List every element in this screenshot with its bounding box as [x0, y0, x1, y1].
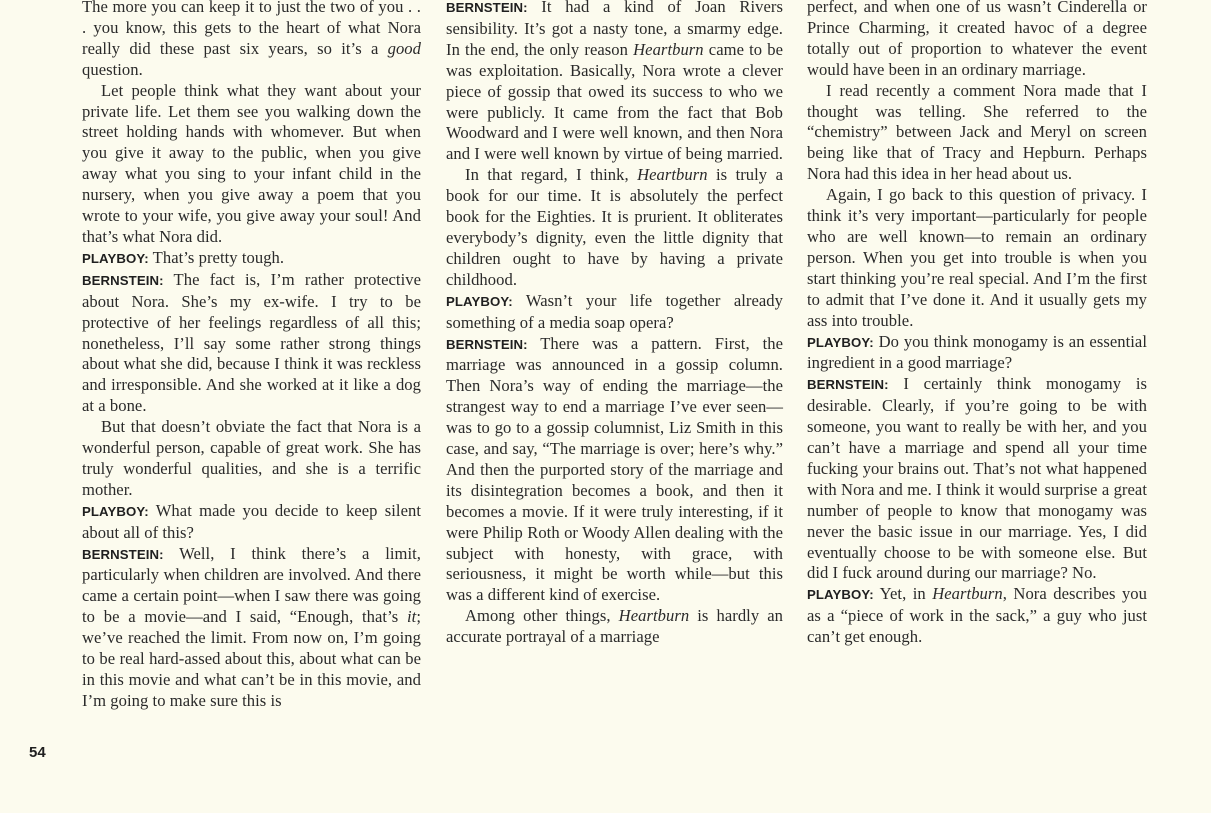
- paragraph-text: Wasn’t your life together already something of a media soap opera?: [446, 290, 783, 332]
- speaker-paragraph: [446, 0, 783, 165]
- italic-title: it: [407, 607, 417, 627]
- italic-title: Heartburn: [932, 584, 1003, 604]
- body-paragraph: [82, 0, 421, 81]
- speaker-paragraph: [807, 332, 1147, 375]
- paragraph-text: That’s pretty tough.: [152, 247, 285, 267]
- paragraph-text: , Nora describes you as a “piece of work in the sack,” a guy who just can’t get enough.: [807, 584, 1147, 647]
- paragraph-text: I certainly think monogamy is desirable. Clearly, if you’re going to be with someone, you want to really be with her, and you can’t have a marriage and spend all your time fucking your brains out. That’s not what happened with Nora and me. I think it would surprise a great number of people to know that monogamy was never the basic issue in our marriage. Yes, I did eventually choose to be with someone else. But did I fuck around during our marriage? No.: [807, 374, 1147, 583]
- speaker-label: PLAYBOY:: [807, 587, 874, 603]
- paragraph-text: ; we’ve reached the limit. From now on, I’m going to be real hard-assed about this, about what can be in this movie and what can’t be in this movie, and I’m going to make sure this is: [82, 607, 421, 710]
- text-column-1: [82, 0, 421, 712]
- paragraph-text: Among other things,: [465, 606, 619, 626]
- paragraph-text: Yet, in: [879, 584, 933, 604]
- paragraph-text: Let people think what they want about your private life. Let them see you walking down the street holding hands with whomever. But when you give it away to the public, when you give away what you sing to your infant child in the nursery, when you give away a poem that you wrote to your wife, you give away your soul! And that’s what Nora did.: [82, 80, 421, 246]
- italic-title: Heartburn: [637, 165, 708, 185]
- speaker-label: PLAYBOY:: [82, 503, 149, 519]
- paragraph-text: There was a pattern. First, the marriage was announced in a gossip column. Then Nora’s way of ending the marriage—the strangest way to end a marriage I’ve ever seen—was to go to a gossip columnist, Liz Smith in this case, and say, “The marriage is over; here’s why.” And then the purported story of the marriage and its disintegration becomes a book, and then it becomes a movie. If it were truly interesting, if it were Philip Roth or Woody Allen dealing with the subject with honesty, with grace, with seriousness, it might be worth while—but this was a different kind of exercise.: [446, 333, 783, 605]
- text-column-3: [807, 0, 1147, 648]
- speaker-paragraph: [807, 584, 1147, 648]
- speaker-label: PLAYBOY:: [82, 250, 149, 266]
- paragraph-text: I read recently a comment Nora made that I thought was telling. She referred to the “chemistry” between Jack and Meryl on screen being like that of Tracy and Hepburn. Perhaps Nora had this idea in her head about us.: [807, 80, 1147, 184]
- paragraph-text: is hardly an accurate portrayal of a marriage: [446, 606, 783, 647]
- speaker-label: BERNSTEIN:: [446, 0, 528, 15]
- speaker-label: BERNSTEIN:: [82, 546, 164, 562]
- speaker-paragraph: [82, 544, 421, 712]
- page-number: 54: [29, 744, 46, 761]
- italic-title: Heartburn: [618, 606, 690, 626]
- paragraph-text: The fact is, I’m rather protective about Nora. She’s my ex-wife. I try to be protective of her feelings regardless of all this; nonetheless, I’ll say some rather strong things about what she did, because I think it was reckless and irresponsible. And she worked at it like a dog at a bone.: [82, 269, 421, 416]
- speaker-paragraph: [82, 270, 421, 417]
- body-paragraph: [446, 165, 783, 290]
- body-paragraph: [446, 606, 783, 648]
- speaker-label: PLAYBOY:: [446, 293, 513, 309]
- italic-title: Heartburn: [633, 39, 704, 59]
- paragraph-text: The more you can keep it to just the two of you . . . you know, this gets to the heart of what Nora really did these past six years, so it’s a: [82, 0, 421, 58]
- speaker-paragraph: [446, 291, 783, 334]
- text-column-2: [446, 0, 783, 648]
- paragraph-text: In that regard, I think,: [465, 165, 638, 185]
- speaker-label: PLAYBOY:: [807, 334, 874, 350]
- body-paragraph: [807, 81, 1147, 186]
- paragraph-text: What made you decide to keep silent about all of this?: [82, 500, 421, 542]
- italic-title: good: [387, 38, 421, 58]
- speaker-paragraph: [82, 501, 421, 544]
- paragraph-text: perfect, and when one of us wasn’t Cinderella or Prince Charming, it created havoc of a degree totally out of proportion to whatever the event would have been in an ordinary marriage.: [807, 0, 1147, 79]
- paragraph-text: Again, I go back to this question of privacy. I think it’s very important—particularly for people who are well known—to remain an ordinary person. When you get into trouble is when you start thinking you’re real special. And I’m the first to admit that I’ve done it. And it usually gets my ass into trouble.: [807, 185, 1147, 330]
- speaker-paragraph: [807, 374, 1147, 584]
- body-paragraph: [807, 185, 1147, 331]
- body-paragraph: [82, 417, 421, 501]
- speaker-label: BERNSTEIN:: [807, 377, 889, 393]
- body-paragraph: [82, 81, 421, 248]
- speaker-paragraph: [82, 248, 421, 270]
- speaker-label: BERNSTEIN:: [446, 336, 528, 352]
- body-paragraph: [807, 0, 1147, 81]
- paragraph-text: But that doesn’t obviate the fact that Nora is a wonderful person, capable of great work. She has truly wonderful qualities, and she is a terrific mother.: [82, 417, 421, 499]
- paragraph-text: Well, I think there’s a limit, particularly when children are involved. And there came a certain point—when I saw there was going to be a movie—and I said, “Enough, that’s: [82, 543, 421, 627]
- speaker-label: BERNSTEIN:: [82, 272, 164, 288]
- paragraph-text: came to be was exploitation. Basically, Nora wrote a clever piece of gossip that owed its success to who we were publicly. It came from the fact that Bob Woodward and I were well known, and then Nora and I were well known by virtue of being married.: [446, 39, 783, 164]
- paragraph-text: is truly a book for our time. It is absolutely the perfect book for the Eighties. It is prurient. It obliterates everybody’s dignity, even the little dignity that children ought to have by having a private childhood.: [446, 165, 783, 289]
- paragraph-text: question.: [82, 59, 143, 79]
- speaker-paragraph: [446, 334, 783, 607]
- paragraph-text: Do you think monogamy is an essential ingredient in a good marriage?: [807, 331, 1147, 373]
- paragraph-text: It had a kind of Joan Rivers sensibility. It’s got a nasty tone, a smarmy edge. In the end, the only reason: [446, 0, 783, 59]
